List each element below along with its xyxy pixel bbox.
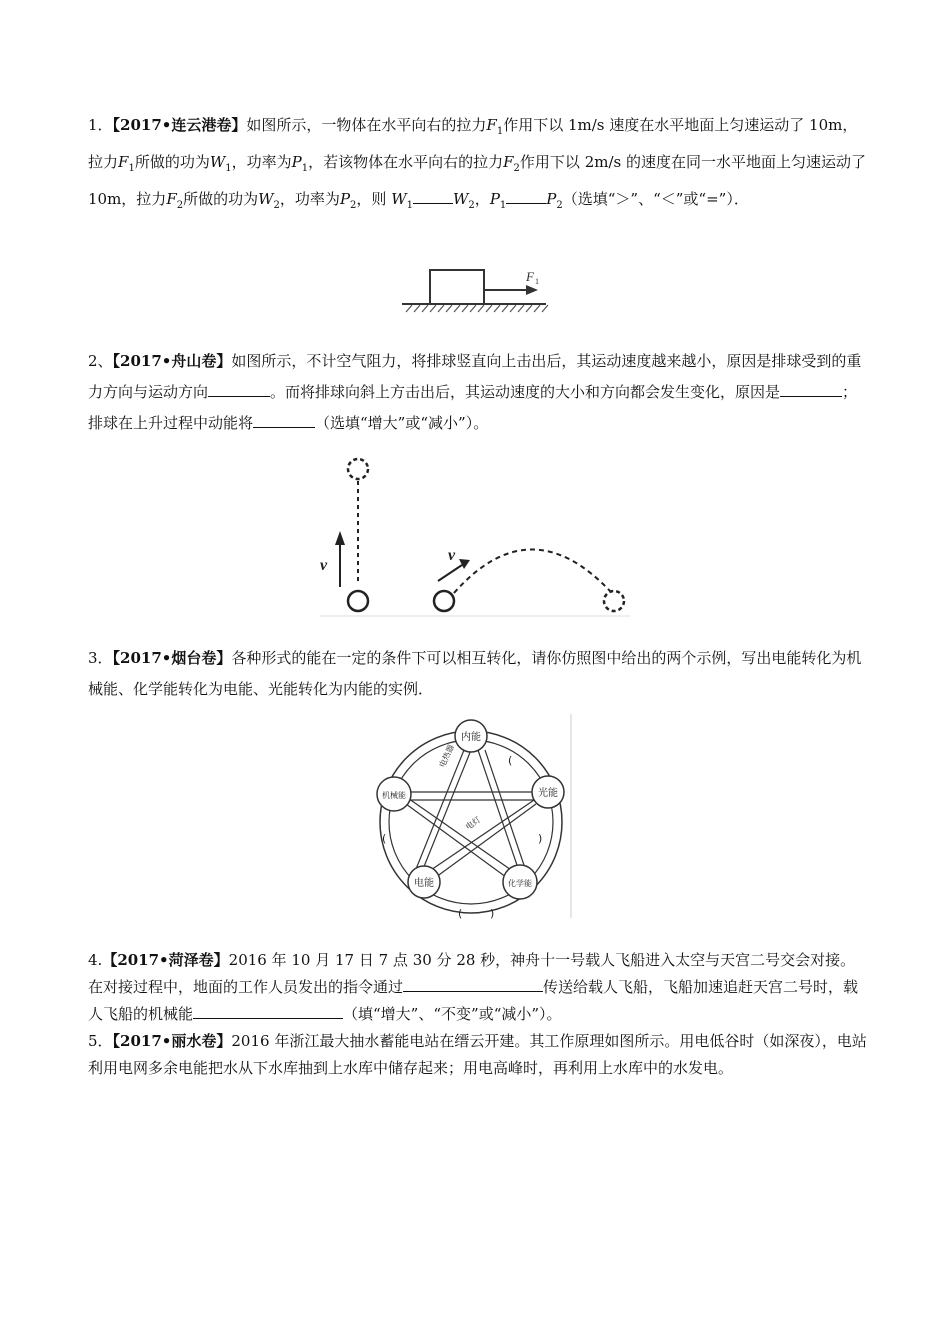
- v-label-2: v: [448, 547, 456, 564]
- q3-figure-energy-pentagram: [368, 712, 574, 922]
- question-3: 3．【2017•烟台卷】各种形式的能在一定的条件下可以相互转化，请你仿照图中给出的两个示例，写出电能转化为机械能、化学能转化为电能、光能转化为内能的实例．: [88, 649, 862, 698]
- q1-figure-block-on-ground: [398, 262, 558, 318]
- force-subscript: 1: [535, 277, 539, 286]
- ball-top-dashed: [348, 459, 368, 479]
- q1-blank-1[interactable]: [413, 189, 453, 204]
- question-1: 1．【2017•连云港卷】如图所示，一物体在水平向右的拉力$F_1$作用下以 1m/s 速度在水平地面上匀速运动了 10m，拉力$F_1$所做的功为$W_1$，功率为$P_1$，若该物体在水平向右的拉力$F_2$作用下以 2m/s 的速度在同一水平地面上匀速运动了 10m，拉力$F_2$所做的功为$W_2$，功率为$P_2$，则 $W_1$ $W_2$，$P_1$ $P_2$（选填“＞”、“＜”或“=”）．: [88, 116, 866, 211]
- svg-text:(: (: [508, 754, 513, 767]
- svg-text:(: (: [382, 832, 387, 845]
- ball-right-start: [434, 591, 454, 611]
- parabola-path: [454, 549, 610, 593]
- svg-text:(: (: [458, 907, 463, 920]
- question-5: 5．【2017•丽水卷】2016 年浙江最大抽水蓄能电站在缙云开建。其工作原理如图所示。用电低谷时（如深夜），电站利用电网多余电能把水从下水库抽到上水库中储存起来；用电高峰时，再利用上水库中的水发电。: [88, 1032, 867, 1077]
- q2-figure-volleyball: [320, 455, 630, 617]
- ground-hatch: [406, 305, 548, 312]
- q5-number: 5．: [88, 1032, 113, 1050]
- block: [430, 270, 484, 304]
- svg-text:光能: 光能: [538, 788, 558, 799]
- q4-source: 【2017•菏泽卷】: [102, 951, 229, 969]
- q2-blank-1[interactable]: [208, 382, 270, 397]
- q1-number: 1．: [88, 116, 113, 134]
- q4-blank-1[interactable]: [403, 977, 543, 992]
- svg-text:化学能: 化学能: [508, 879, 532, 888]
- v-label-1: v: [320, 557, 328, 574]
- svg-text:机械能: 机械能: [382, 791, 406, 800]
- svg-text:): ): [538, 832, 543, 845]
- svg-text:内能: 内能: [461, 732, 481, 743]
- svg-text:): ): [490, 907, 495, 920]
- q3-source: 【2017•烟台卷】: [112, 649, 232, 667]
- ball-left-start: [348, 591, 368, 611]
- velocity-arrow-slant: [438, 565, 462, 581]
- svg-text:电能: 电能: [414, 878, 434, 889]
- svg-text:电热器: 电热器: [437, 743, 456, 769]
- star-arrows: [402, 750, 543, 880]
- q2-number: 2、: [88, 352, 113, 370]
- force-arrowhead: [526, 285, 538, 295]
- q3-number: 3．: [88, 649, 113, 667]
- q1-source: 【2017•连云港卷】: [112, 116, 247, 134]
- q4-number: 4.: [88, 951, 103, 969]
- ball-landing-dashed: [604, 591, 624, 611]
- q2-blank-3[interactable]: [253, 413, 315, 428]
- q1-blank-2[interactable]: [506, 189, 546, 204]
- question-2: 2、【2017•舟山卷】如图所示，不计空气阻力，将排球竖直向上击出后，其运动速度越来越小，原因是排球受到的重力方向与运动方向 。而将排球向斜上方击出后，其运动速度的大小和方向都会发生变化，原因是 ；排球在上升过程中动能将 （选填“增大”或“减小”）。: [88, 352, 862, 432]
- svg-text:电灯: 电灯: [463, 815, 483, 832]
- q4-blank-2[interactable]: [193, 1004, 343, 1019]
- q2-source: 【2017•舟山卷】: [112, 352, 232, 370]
- q5-source: 【2017•丽水卷】: [112, 1032, 232, 1050]
- force-label: F: [526, 269, 534, 284]
- q2-blank-2[interactable]: [780, 382, 842, 397]
- question-4: 4.【2017•菏泽卷】2016 年 10 月 17 日 7 点 30 分 28 秒，神舟十一号载人飞船进入太空与天宫二号交会对接。在对接过程中，地面的工作人员发出的指令通过 传送给载人飞船，飞船加速追赶天宫二号时，载人飞船的机械能 （填“增大”、“不变”或“减小”）。: [88, 951, 859, 1023]
